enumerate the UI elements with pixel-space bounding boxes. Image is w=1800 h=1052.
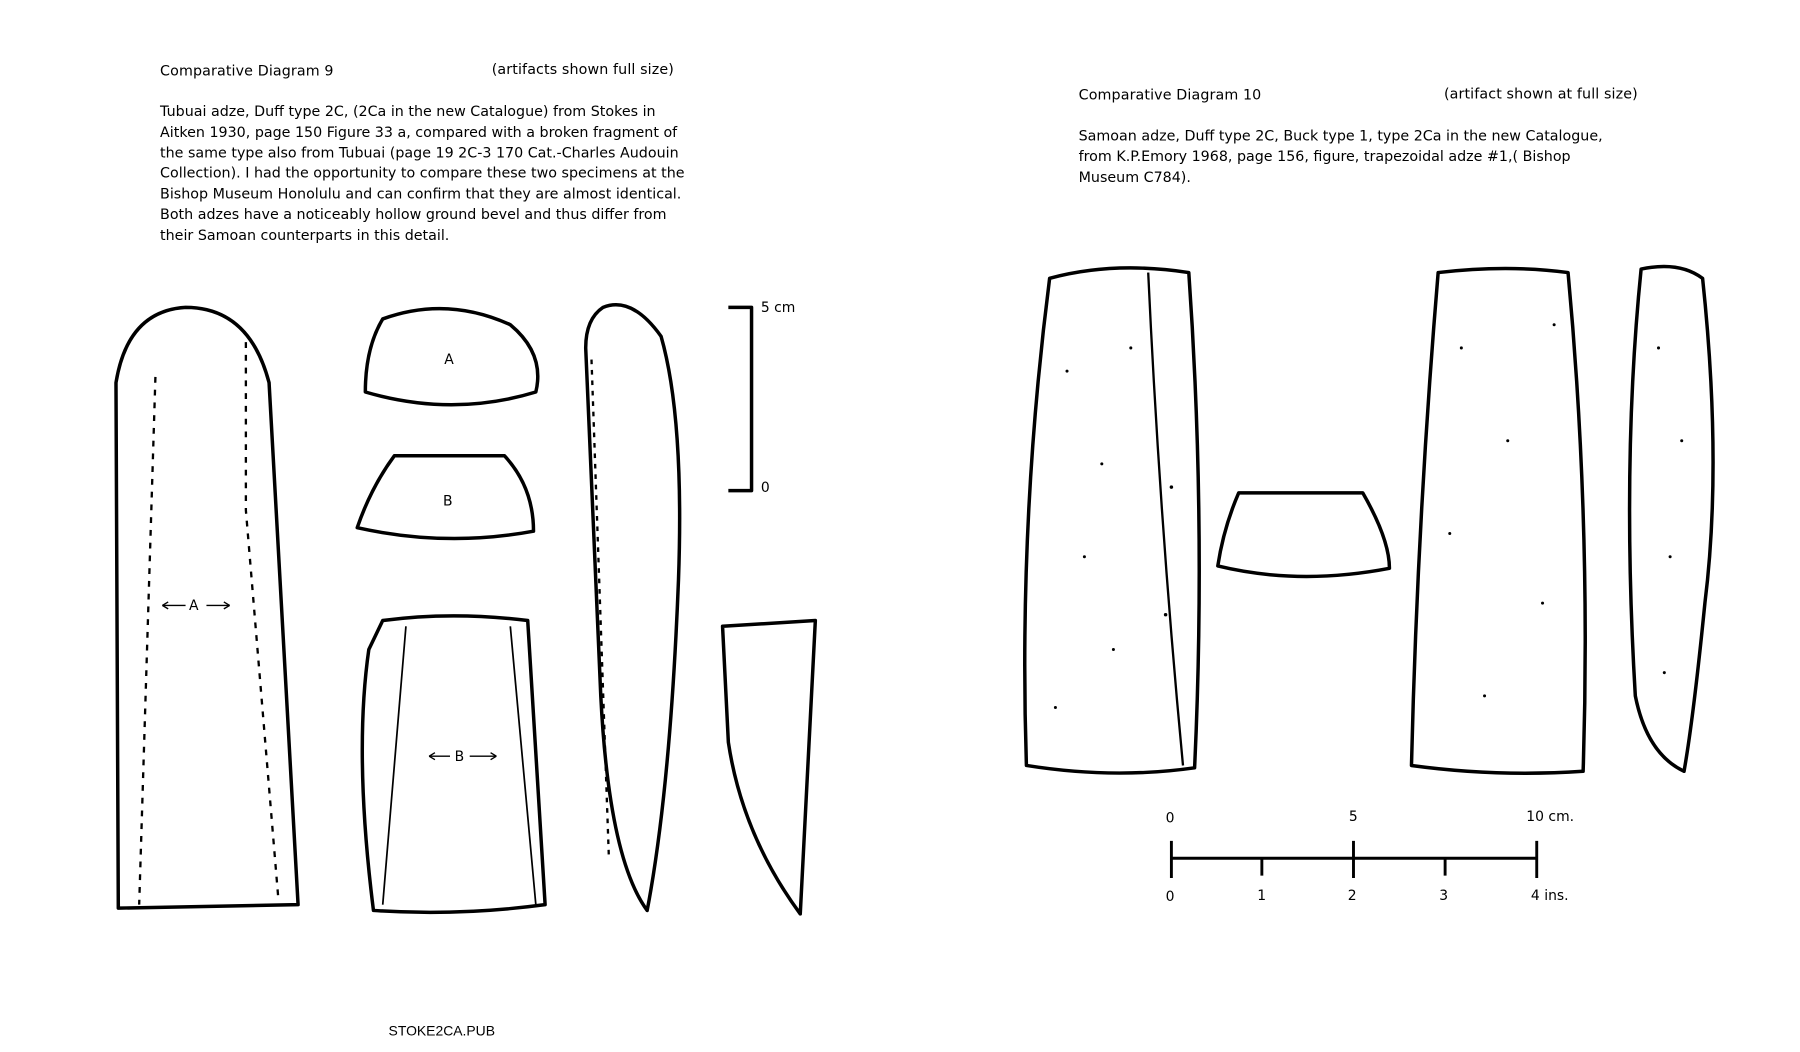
- scale-cm-0: 0: [1165, 809, 1175, 826]
- stipple-texture: [1054, 323, 1683, 709]
- samoan-adze-cross-section: [1218, 493, 1390, 577]
- cross-section-a-label: A: [444, 351, 454, 368]
- scale-5cm-label: 5 cm: [760, 299, 796, 316]
- cross-section-b-label: B: [443, 492, 453, 510]
- scale-in-1: 1: [1257, 887, 1267, 904]
- scale-bar-5cm: [728, 307, 751, 490]
- text-line: Tubuai adze, Duff type 2C, (2Ca in the new Catalogue) from Stokes in: [160, 103, 656, 120]
- diagram-10-note: (artifact shown at full size): [1443, 85, 1638, 103]
- samoan-adze-front: [1025, 268, 1199, 773]
- text-line: the same type also from Tubuai (page 19 2C-3 170 Cat.-Charles Audouin: [160, 144, 679, 161]
- diagram-9-title: Comparative Diagram 9: [160, 62, 334, 79]
- scale-in-3: 3: [1439, 887, 1449, 904]
- scale-cm-5: 5: [1348, 808, 1358, 825]
- samoan-adze-side: [1630, 266, 1714, 771]
- text-line: Collection). I had the opportunity to compare these two specimens at the: [160, 165, 685, 182]
- samoan-adze-back: [1411, 268, 1585, 773]
- text-line: Aitken 1930, page 150 Figure 33 a, compared with a broken fragment of: [160, 123, 678, 141]
- width-b-label: B: [454, 748, 465, 765]
- text-line: their Samoan counterparts in this detail.: [160, 227, 450, 244]
- scale-0-label: 0: [760, 478, 770, 496]
- broken-fragment-side: [723, 620, 816, 913]
- text-line: Both adzes have a noticeably hollow ground bevel and thus differ from: [160, 206, 667, 223]
- scale-in-4: 4 ins.: [1530, 887, 1569, 904]
- scale-in-0: 0: [1165, 888, 1175, 905]
- width-a-label: A: [189, 597, 199, 614]
- text-line: Museum C784).: [1078, 168, 1191, 186]
- diagram-10-title: Comparative Diagram 10: [1078, 86, 1262, 104]
- diagram-9-note: (artifacts shown full size): [491, 61, 674, 78]
- text-line: from K.P.Emory 1968, page 156, figure, trapezoidal adze #1,( Bishop: [1078, 148, 1571, 165]
- file-name-footer: STOKE2CA.PUB: [388, 1022, 496, 1040]
- text-line: Bishop Museum Honolulu and can confirm that they are almost identical.: [160, 185, 682, 203]
- tubuai-adze-side: [586, 305, 680, 911]
- text-line: Samoan adze, Duff type 2C, Buck type 1, type 2Ca in the new Catalogue,: [1078, 127, 1603, 144]
- scale-bar-cm-in: [1171, 841, 1536, 878]
- scale-cm-10: 10 cm.: [1526, 808, 1575, 825]
- scale-in-2: 2: [1347, 887, 1357, 904]
